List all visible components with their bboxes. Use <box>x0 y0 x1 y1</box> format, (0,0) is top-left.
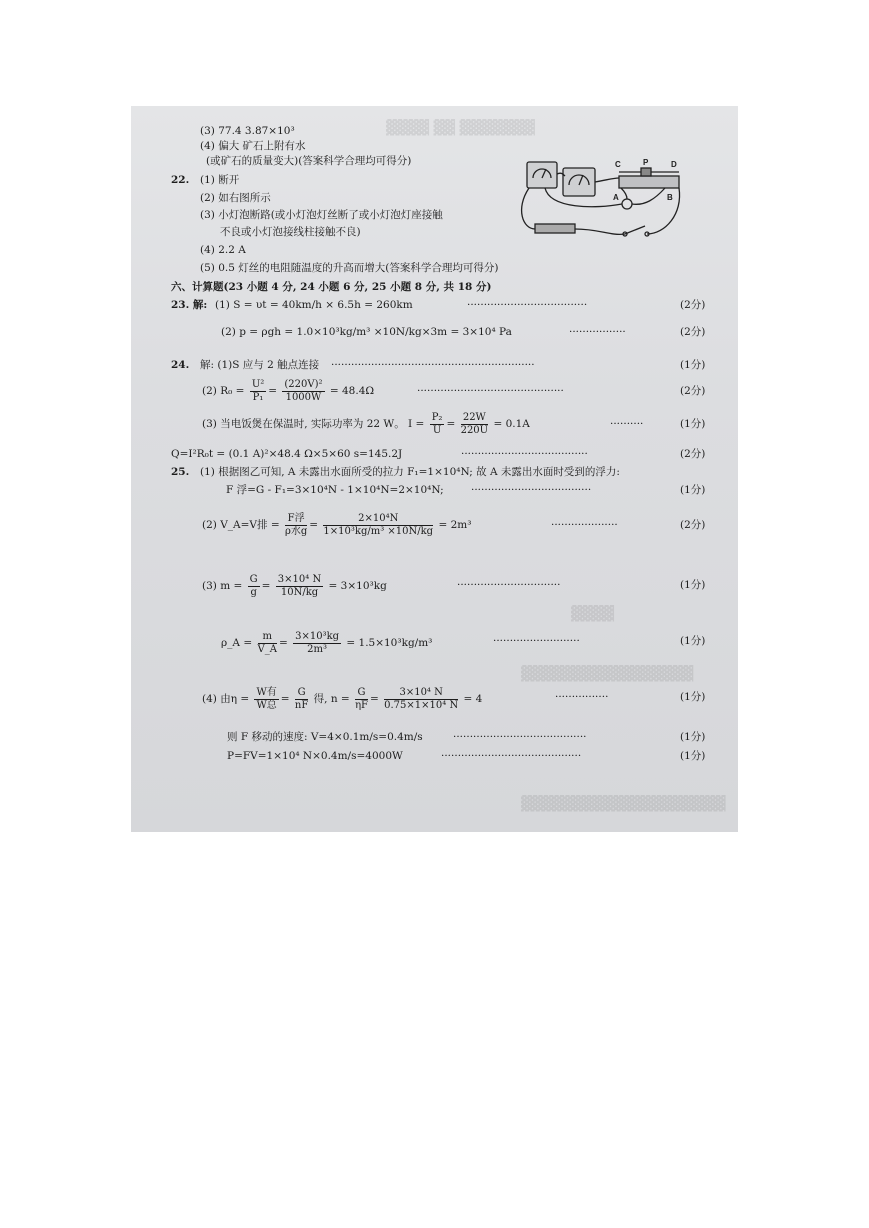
formula-text: ρ_A = <box>221 637 253 649</box>
answer-line: (2) p = ρgh = 1.0×10³kg/m³ ×10N/kg×3m = 3×10⁴ Pa <box>221 326 512 338</box>
score: (2分) <box>680 385 706 397</box>
dot-leader: ·························· <box>493 635 580 647</box>
numerator: 3×10³kg <box>295 630 340 642</box>
question-number: 22. <box>171 174 190 186</box>
section-heading: 六、计算题(23 小题 4 分, 24 小题 6 分, 25 小题 8 分, 共 18 分) <box>171 281 492 293</box>
fraction <box>250 379 266 404</box>
fraction <box>248 574 260 599</box>
score: (1分) <box>680 579 706 591</box>
formula-text: (2) V_A=V排 = <box>202 519 280 531</box>
answer-line: (4) 偏大 矿石上附有水 <box>200 140 306 152</box>
dot-leader: ················· <box>569 326 626 338</box>
fraction <box>384 687 458 712</box>
denominator: 2m³ <box>307 643 327 655</box>
question-number: 23. 解: <box>171 299 208 311</box>
fraction <box>285 513 307 538</box>
answer-line: (2) 如右图所示 <box>200 192 271 204</box>
dot-leader: ···································· <box>467 299 588 311</box>
formula-text: = 48.4Ω <box>329 385 375 397</box>
formula-text: = 2m³ <box>438 519 472 531</box>
fraction <box>355 687 368 712</box>
numerator: 3×10⁴ N <box>277 573 322 585</box>
dot-leader: ···································· <box>471 484 592 496</box>
score: (2分) <box>680 326 706 338</box>
bleed-through-text: ▓▓▓▓▓▓▓▓▓▓▓▓▓▓▓▓▓▓▓ <box>521 796 726 812</box>
circuit-label-b: B <box>667 193 673 202</box>
numerator: 2×10⁴N <box>323 513 433 526</box>
dot-leader: ················ <box>555 691 609 703</box>
numerator: F浮 <box>285 513 307 526</box>
score: (1分) <box>680 691 706 703</box>
answer-line: (4) 2.2 A <box>200 244 246 256</box>
numerator: U² <box>251 378 265 390</box>
formula-line: (2) V_A=V排 = $\frac{\text{F浮}}{\text{ρ水g}}$ = $\frac{\text{2×10⁴N}}{\text{1×10³kg/m³ ×10N/kg}}$ = 2m³ <box>202 512 472 537</box>
numerator: G <box>249 573 258 585</box>
fraction <box>293 631 341 656</box>
denominator: g <box>250 586 257 598</box>
dot-leader: ····························································· <box>331 359 535 371</box>
fraction <box>430 412 445 437</box>
formula-text: (4) 由η = <box>202 693 250 705</box>
numerator: W有 <box>256 686 277 698</box>
circuit-label-c: C <box>615 160 621 169</box>
denominator: 10N/kg <box>280 586 319 598</box>
circuit-label-a: A <box>613 193 619 202</box>
denominator: 1×10³kg/m³ ×10N/kg <box>323 525 434 537</box>
fraction <box>295 687 308 712</box>
circuit-label-d: D <box>671 160 677 169</box>
formula-text: (3) m = <box>202 580 243 592</box>
formula-line: (2) R₀ = $\frac{\text{U²}}{\text{P₁}}$ = $\frac{\text{(220V)²}}{1000W}$ = 48.4Ω <box>202 378 375 403</box>
question-number: 25. <box>171 466 190 478</box>
denominator: 220U <box>460 424 489 436</box>
formula-text: = 0.1A <box>493 418 530 430</box>
answer-line: 则 F 移动的速度: V=4×0.1m/s=0.4m/s <box>227 731 423 743</box>
answer-line: (3) 77.4 3.87×10³ <box>200 125 295 137</box>
formula-text: (2) R₀ = <box>202 385 245 397</box>
formula-text: = 1.5×10³kg/m³ <box>346 637 433 649</box>
formula-text: = 4 <box>463 693 483 705</box>
score: (1分) <box>680 418 706 430</box>
denominator: U <box>432 424 442 436</box>
answer-line: (1) S = υt = 40km/h × 6.5h = 260km <box>215 299 413 311</box>
numerator: 3×10⁴ N <box>384 687 458 700</box>
answer-line: Q=I²R₀t = (0.1 A)²×48.4 Ω×5×60 s=145.2J <box>171 448 403 460</box>
score: (1分) <box>680 731 706 743</box>
circuit-diagram <box>515 154 685 249</box>
dot-leader: ···················· <box>551 519 618 531</box>
denominator: ηF <box>355 699 368 711</box>
fraction <box>258 631 277 656</box>
answer-line: P=FV=1×10⁴ N×0.4m/s=4000W <box>227 750 403 762</box>
dot-leader: ········································ <box>453 731 587 743</box>
denominator: nF <box>294 699 309 711</box>
score: (1分) <box>680 635 706 647</box>
formula-text: (3) 当电饭煲在保温时, 实际功率为 22 W。 I = <box>202 418 425 430</box>
denominator: 1000W <box>285 391 322 403</box>
bleed-through-text: ▓▓▓▓ <box>571 606 615 622</box>
numerator: G <box>295 687 308 700</box>
numerator: (220V)² <box>284 378 323 390</box>
fraction <box>461 412 489 437</box>
formula-line: (3) m = $\frac{G}{g}$ = $\frac{\text{3×10⁴ N}}{10N/kg}$ = 3×10³kg <box>202 573 387 598</box>
denominator: W总 <box>256 699 277 711</box>
numerator: G <box>355 687 368 700</box>
score: (1分) <box>680 484 706 496</box>
bleed-through-text: ▓▓▓▓ ▓▓ ▓▓▓▓▓▓▓ <box>386 120 535 136</box>
score: (1分) <box>680 359 706 371</box>
score: (2分) <box>680 448 706 460</box>
bleed-through-text: ▓▓▓▓▓▓▓▓▓▓▓▓▓▓▓▓ <box>521 666 694 682</box>
answer-line: F 浮=G - F₁=3×10⁴N - 1×10⁴N=2×10⁴N; <box>226 484 444 496</box>
numerator: 22W <box>461 412 489 425</box>
dot-leader: ······································ <box>461 448 588 460</box>
fraction <box>282 379 324 404</box>
answer-line: (或矿石的质量变大)(答案科学合理均可得分) <box>206 155 412 167</box>
dot-leader: ······························· <box>457 579 561 591</box>
scanned-answer-sheet <box>131 106 738 832</box>
dot-leader: ·········································· <box>441 750 582 762</box>
formula-text: 得, n = <box>313 693 350 705</box>
numerator: m <box>258 631 277 644</box>
score: (2分) <box>680 299 706 311</box>
fraction <box>276 574 323 599</box>
formula-line: ρ_A = $\frac{m}{V\_A}$ = $\frac{\text{3×10³kg}}{\text{2m³}}$ = 1.5×10³kg/m³ <box>221 630 433 655</box>
answer-line: (1) 断开 <box>200 174 240 186</box>
answer-line: 解: (1)S 应与 2 触点连接 <box>200 359 320 371</box>
answer-line: (5) 0.5 灯丝的电阻随温度的升高而增大(答案科学合理均可得分) <box>200 262 499 274</box>
denominator: ρ水g <box>285 525 308 537</box>
formula-line: (3) 当电饭煲在保温时, 实际功率为 22 W。 I = $\frac{\text{P₂}}{U}$ = $\frac{22W}{220U}$ = 0.1A <box>202 411 530 436</box>
denominator: 0.75×1×10⁴ N <box>384 699 459 711</box>
answer-line: (1) 根据图乙可知, A 未露出水面所受的拉力 F₁=1×10⁴N; 故 A 未露出水面时受到的浮力: <box>200 466 620 478</box>
score: (1分) <box>680 750 706 762</box>
question-number: 24. <box>171 359 190 371</box>
dot-leader: ············································ <box>417 385 564 397</box>
numerator: P₂ <box>431 411 443 423</box>
fraction <box>254 687 278 712</box>
fraction <box>323 513 433 538</box>
answer-line: (3) 小灯泡断路(或小灯泡灯丝断了或小灯泡灯座接触 <box>200 209 443 221</box>
formula-line: (4) 由η = $\frac{\text{W有}}{\text{W总}}$ = $\frac{G}{nF}$ 得, n = $\frac{G}{\eta F}$ = $\frac{\text{3×10⁴ N}}{\text{0.75×1×10⁴ N}}$ = 4 <box>202 686 483 711</box>
formula-text: = 3×10³kg <box>328 580 387 592</box>
answer-line: 不良或小灯泡接线柱接触不良) <box>220 226 361 238</box>
dot-leader: ·········· <box>610 418 644 430</box>
denominator: P₁ <box>252 391 264 403</box>
denominator: V_A <box>257 643 277 655</box>
circuit-label-p: P <box>643 158 649 167</box>
score: (2分) <box>680 519 706 531</box>
